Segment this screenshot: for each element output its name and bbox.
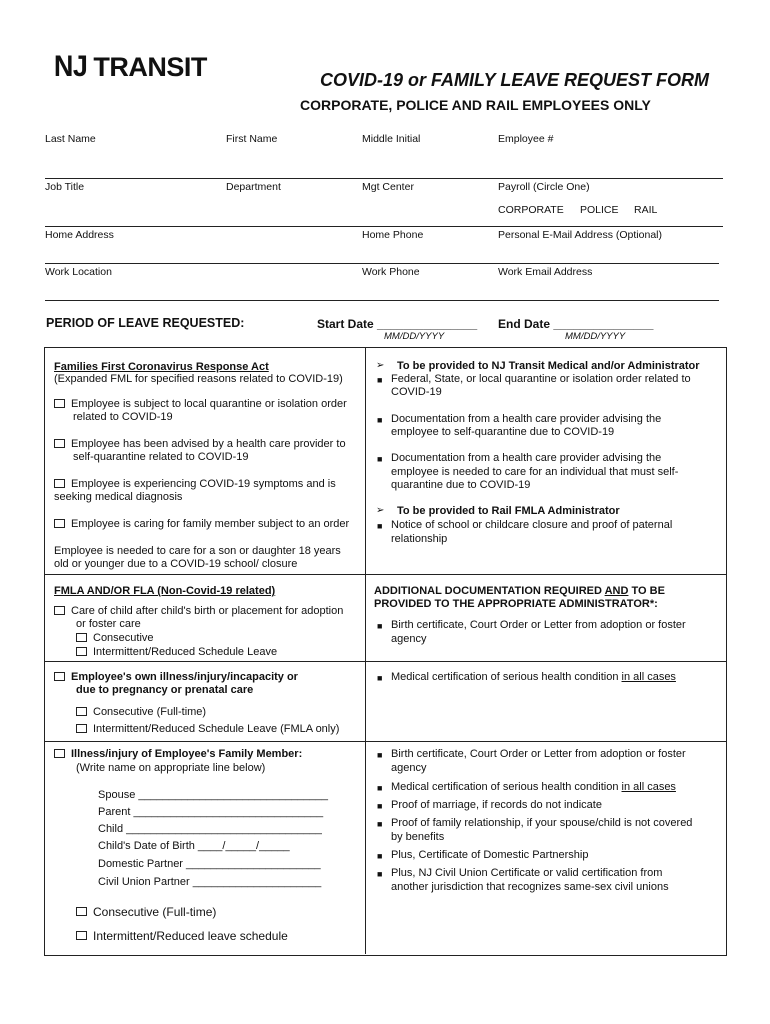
family-member-subtitle: (Write name on appropriate line below)	[76, 762, 266, 774]
checkbox[interactable]	[54, 439, 65, 448]
ffcra-school-note-cont: old or younger due to a COVID-19 school/ closure	[54, 558, 298, 570]
checkbox[interactable]	[76, 707, 87, 716]
work-email-label: Work Email Address	[498, 266, 593, 278]
home-address-label: Home Address	[45, 229, 114, 241]
start-date-field[interactable]: Start Date _______________	[317, 317, 478, 331]
work-row-line[interactable]	[45, 300, 719, 301]
end-date-field[interactable]: End Date _______________	[498, 317, 654, 331]
department-label: Department	[226, 181, 281, 193]
own-illness-intermittent[interactable]	[76, 723, 339, 737]
family-doc-birth: Birth certificate, Court Order or Letter from adoption or foster	[391, 748, 686, 760]
bullet-icon: ■	[377, 869, 383, 879]
doc-text: Medical certification of serious health condition	[391, 781, 622, 793]
first-name-label: First Name	[226, 133, 278, 145]
bullet-icon: ■	[377, 415, 383, 425]
start-date-hint: MM/DD/YYYY	[384, 331, 445, 342]
ffcra-option-provider[interactable]	[54, 438, 346, 452]
bullet-icon: ■	[377, 621, 383, 631]
family-doc-relationship: Proof of family relationship, if your spouse/child is not covered	[391, 817, 693, 829]
doc-provider-care: Documentation from a health care provider advising the	[391, 452, 662, 464]
row-divider-3	[44, 741, 726, 742]
family-consecutive[interactable]	[76, 906, 216, 920]
payroll-rail[interactable]: RAIL	[634, 204, 658, 216]
ffcra-option-symptoms[interactable]	[54, 478, 336, 492]
arrow-icon: ➢	[376, 505, 385, 516]
option-text: Care of child after child's birth or placement for adoption	[71, 605, 344, 617]
end-date-hint: MM/DD/YYYY	[565, 331, 626, 342]
bullet-icon: ■	[377, 783, 383, 793]
doc-quarantine-order: Federal, State, or local quarantine or isolation order related to	[391, 373, 691, 385]
ffcra-option-quarantine-cont: related to COVID-19	[73, 411, 173, 423]
family-doc-relationship-cont: by benefits	[391, 831, 445, 843]
head-and: AND	[604, 585, 629, 597]
doc-provider-care-cont1: employee is needed to care for an individual that must self-	[391, 466, 679, 478]
checkbox[interactable]	[76, 907, 87, 916]
child-field[interactable]: Child ________________________________	[98, 823, 322, 835]
ffcra-school-note: Employee is needed to care for a son or daughter 18 years	[54, 545, 341, 557]
checkbox[interactable]	[54, 672, 65, 681]
personal-email-label: Personal E-Mail Address (Optional)	[498, 229, 662, 241]
doc-text: Medical certification of serious health condition	[391, 671, 622, 683]
doc-medical-certification	[391, 671, 676, 685]
ffcra-option-family-order[interactable]	[54, 518, 349, 532]
bullet-icon: ■	[377, 801, 383, 811]
doc-provider-care-cont2: quarantine due to COVID-19	[391, 479, 531, 491]
additional-docs-head	[374, 585, 665, 599]
option-text: Intermittent/Reduced Schedule Leave	[93, 646, 278, 658]
own-illness-consecutive[interactable]	[76, 706, 206, 720]
option-text: Illness/injury of Employee's Family Member:	[71, 748, 303, 760]
mgt-center-label: Mgt Center	[362, 181, 414, 193]
family-doc-marriage: Proof of marriage, if records do not indicate	[391, 799, 602, 811]
head-text: ADDITIONAL DOCUMENTATION REQUIRED	[374, 585, 605, 597]
family-doc-medical	[391, 781, 676, 795]
family-doc-birth-cont: agency	[391, 762, 427, 774]
option-text: Employee is caring for family member subject to an order	[71, 518, 350, 530]
arrow-icon: ➢	[376, 360, 385, 371]
parent-field[interactable]: Parent _______________________________	[98, 806, 324, 818]
docs-rail-head: To be provided to Rail FMLA Administrator	[397, 505, 620, 517]
option-text: Consecutive (Full-time)	[93, 706, 207, 718]
doc-provider-self-cont: employee to self-quarantine due to COVID-19	[391, 426, 615, 438]
ffcra-option-provider-cont: self-quarantine related to COVID-19	[73, 451, 249, 463]
table-column-divider	[365, 348, 366, 954]
option-text: Consecutive	[93, 632, 154, 644]
fmla-child-consecutive[interactable]	[76, 632, 154, 646]
family-doc-domestic: Plus, Certificate of Domestic Partnership	[391, 849, 589, 861]
name-row-line[interactable]	[45, 178, 723, 179]
bullet-icon: ■	[377, 673, 383, 683]
doc-school-closure: Notice of school or childcare closure and proof of paternal	[391, 519, 673, 531]
domestic-partner-field[interactable]: Domestic Partner ______________________	[98, 858, 321, 870]
option-text: Employee has been advised by a health care provider to	[71, 438, 346, 450]
own-illness-title-cont: due to pregnancy or prenatal care	[76, 684, 254, 696]
family-member-title[interactable]	[54, 748, 302, 762]
checkbox[interactable]	[54, 519, 65, 528]
family-doc-civil-union: Plus, NJ Civil Union Certificate or valid certification from	[391, 867, 663, 879]
job-title-label: Job Title	[45, 181, 85, 193]
checkbox[interactable]	[54, 399, 65, 408]
row-divider-2	[44, 661, 726, 662]
fmla-child-intermittent[interactable]	[76, 646, 277, 660]
work-phone-label: Work Phone	[362, 266, 420, 278]
family-doc-civil-union-cont: another jurisdiction that recognizes same-sex civil unions	[391, 881, 669, 893]
doc-school-closure-cont: relationship	[391, 533, 448, 545]
employee-number-label: Employee #	[498, 133, 554, 145]
ffcra-title: Families First Coronavirus Response Act	[54, 361, 269, 373]
bullet-icon: ■	[377, 375, 383, 385]
own-illness-title[interactable]	[54, 671, 298, 685]
family-intermittent[interactable]	[76, 930, 288, 944]
form-title: COVID-19 or FAMILY LEAVE REQUEST FORM	[320, 70, 710, 90]
head-text: TO BE	[628, 585, 665, 597]
period-label: PERIOD OF LEAVE REQUESTED:	[46, 316, 245, 330]
option-text: Consecutive (Full-time)	[93, 905, 217, 919]
checkbox[interactable]	[76, 647, 87, 656]
child-dob-field[interactable]: Child's Date of Birth ____/_____/_____	[98, 840, 290, 852]
doc-provider-self: Documentation from a health care provider advising the	[391, 413, 662, 425]
work-location-label: Work Location	[45, 266, 112, 278]
doc-birth-certificate-cont: agency	[391, 633, 427, 645]
ffcra-option-quarantine[interactable]	[54, 398, 347, 412]
last-name-label: Last Name	[45, 133, 96, 145]
job-row-line[interactable]	[45, 226, 723, 227]
option-text: Employee is subject to local quarantine or isolation order	[71, 398, 347, 410]
logo-word: TRANSIT	[93, 51, 207, 82]
home-row-line[interactable]	[45, 263, 719, 264]
row-divider-1	[44, 574, 726, 575]
fmla-option-child-care-cont: or foster care	[76, 618, 141, 630]
payroll-police[interactable]: POLICE	[580, 204, 619, 216]
checkbox[interactable]	[54, 606, 65, 615]
checkbox[interactable]	[76, 633, 87, 642]
payroll-corporate[interactable]: CORPORATE	[498, 204, 564, 216]
doc-emphasis: in all cases	[621, 781, 676, 793]
logo-mark: NJ	[53, 50, 88, 83]
bullet-icon: ■	[377, 819, 383, 829]
doc-quarantine-order-cont: COVID-19	[391, 386, 442, 398]
bullet-icon: ■	[377, 750, 383, 760]
nj-transit-logo	[52, 50, 207, 84]
doc-emphasis: in all cases	[621, 671, 676, 683]
additional-docs-head-cont: PROVIDED TO THE APPROPRIATE ADMINISTRATOR*:	[374, 598, 658, 610]
docs-medical-head: To be provided to NJ Transit Medical and/or Administrator	[397, 360, 700, 372]
home-phone-label: Home Phone	[362, 229, 424, 241]
civil-union-field[interactable]: Civil Union Partner _____________________	[98, 876, 322, 888]
fmla-title: FMLA AND/OR FLA (Non-Covid-19 related)	[54, 585, 276, 597]
checkbox[interactable]	[76, 724, 87, 733]
payroll-label: Payroll (Circle One)	[498, 181, 590, 193]
fmla-option-child-care[interactable]	[54, 605, 343, 619]
bullet-icon: ■	[377, 454, 383, 464]
option-text: Employee is experiencing COVID-19 symptoms and is	[71, 478, 336, 490]
ffcra-subtitle: (Expanded FML for specified reasons related to COVID-19)	[54, 373, 343, 385]
doc-birth-certificate: Birth certificate, Court Order or Letter from adoption or foster	[391, 619, 686, 631]
option-text: Intermittent/Reduced Schedule Leave (FMLA only)	[93, 723, 340, 735]
middle-initial-label: Middle Initial	[362, 133, 421, 145]
bullet-icon: ■	[377, 851, 383, 861]
option-text: Employee's own illness/injury/incapacity or	[71, 671, 298, 683]
checkbox[interactable]	[54, 749, 65, 758]
ffcra-option-symptoms-cont: seeking medical diagnosis	[54, 491, 183, 503]
checkbox[interactable]	[76, 931, 87, 940]
bullet-icon: ■	[377, 521, 383, 531]
checkbox[interactable]	[54, 479, 65, 488]
option-text: Intermittent/Reduced leave schedule	[93, 929, 288, 943]
spouse-field[interactable]: Spouse _______________________________	[98, 789, 329, 801]
form-subtitle: CORPORATE, POLICE AND RAIL EMPLOYEES ONLY	[300, 97, 651, 113]
